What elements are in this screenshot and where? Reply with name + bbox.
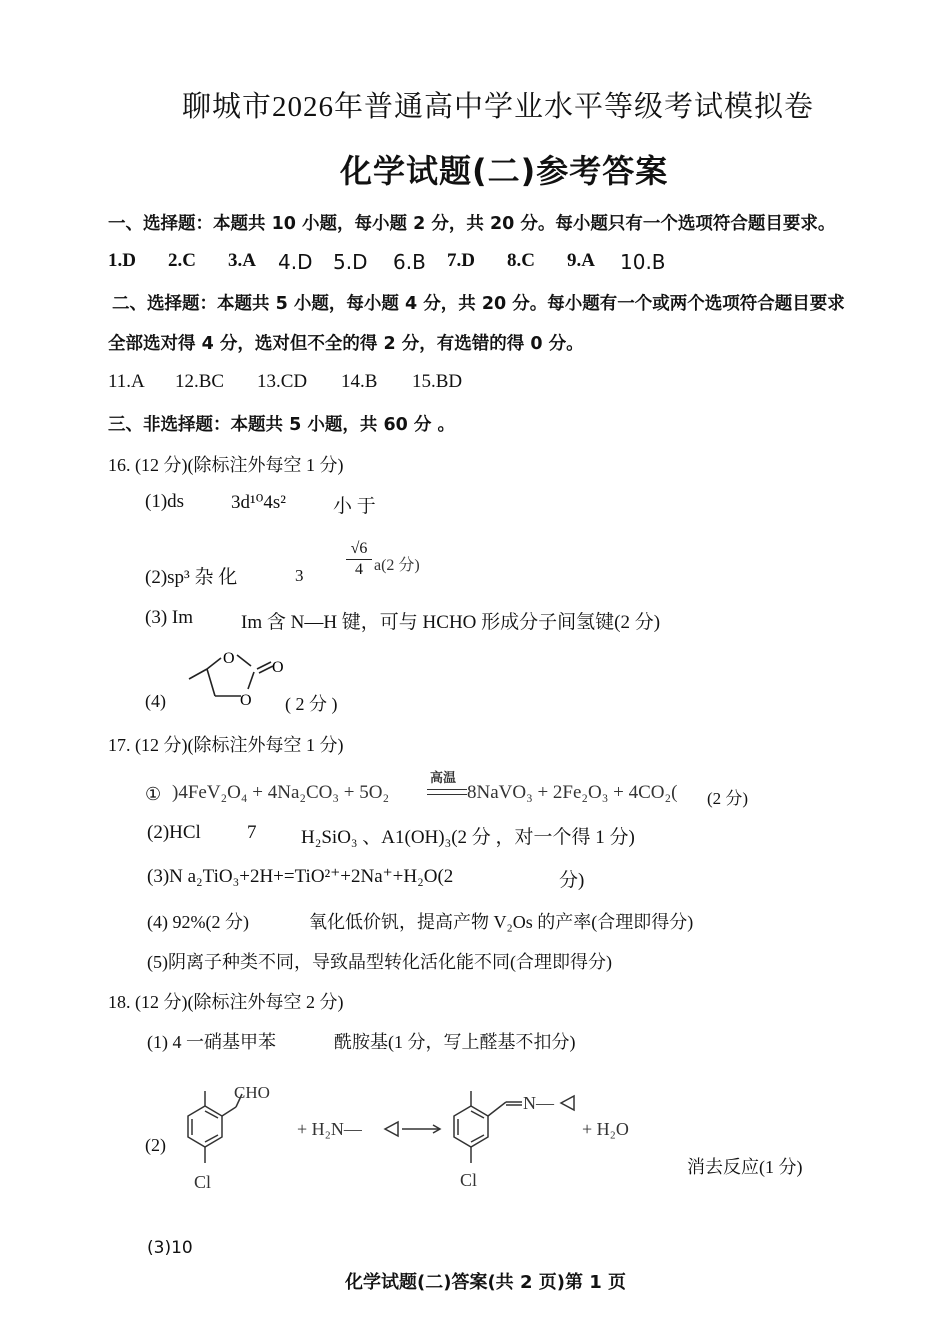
q18-p1-a: (1) 4 一硝基甲苯	[147, 1032, 276, 1052]
cyclopropyl-ring	[385, 1122, 398, 1136]
reaction-arrow	[402, 1125, 440, 1133]
byproduct-water: + H₂O	[582, 1119, 629, 1139]
answer-item: 7.D	[447, 250, 475, 271]
fraction-numerator: √6	[350, 540, 368, 557]
answer-item: 9.A	[567, 250, 595, 271]
q18-header: 18. (12 分)(除标注外每空 2 分)	[108, 992, 344, 1012]
exam-title: 聊城市2026年普通高中学业水平等级考试模拟卷	[182, 91, 815, 123]
q18-part3: (3)10	[147, 1238, 193, 1258]
answer-item: 11.A	[108, 371, 145, 392]
q16-p3-b: Im 含 N—H 键，可与 HCHO 形成分子间氢键(2 分)	[241, 612, 661, 633]
q16-p2-b: 3	[295, 566, 304, 585]
q17-header: 17. (12 分)(除标注外每空 1 分)	[108, 735, 344, 755]
q17-p1-products: 8NaVO₃ + 2Fe₂O₃ + 4CO₂(	[467, 782, 678, 803]
page-footer: 化学试题(二)答案(共 2 页)第 1 页	[345, 1272, 627, 1293]
answer-item: 4.D	[278, 250, 313, 274]
q16-formula-tail: a(2 分)	[374, 557, 420, 574]
answer-item: 12.BC	[175, 371, 225, 392]
answer-item: 6.B	[393, 250, 426, 274]
q17-p1-condition: 高温	[430, 771, 457, 786]
q18-p1-b: 酰胺基(1 分，写上醛基不扣分)	[334, 1032, 576, 1052]
atom-o1: O	[223, 650, 235, 667]
q17-p4-b: 氧化低价钒，提高产物 V₂Os 的产率(合理即得分)	[309, 912, 694, 932]
atom-o3: O	[272, 659, 284, 676]
fraction-denominator: 4	[355, 561, 363, 578]
q16-p1-b: 3d¹⁰4s²	[231, 492, 286, 513]
answer-item: 2.C	[168, 250, 196, 271]
q16-p4-score: ( 2 分 )	[285, 694, 338, 714]
answer-item: 15.BD	[412, 371, 463, 392]
q16-p1-a: (1)ds	[145, 491, 185, 512]
answer-item: 8.C	[507, 250, 535, 271]
section1-heading: 一、选择题：本题共 10 小题，每小题 2 分，共 20 分。每小题只有一个选项符合题目要求。	[108, 214, 836, 234]
q18-reaction-scheme	[170, 1085, 670, 1200]
answer-item: 10.B	[620, 250, 666, 274]
section2-heading-line1: 二、选择题：本题共 5 小题，每小题 4 分，共 20 分。每小题有一个或两个选项符合题目要求	[112, 294, 845, 314]
q16-p3-a: (3) Im	[145, 607, 194, 628]
q16-p1-c: 小 于	[333, 496, 376, 517]
q17-p3-a: (3)N a₂TiO₃+2H+=TiO²⁺+2Na⁺+H₂O(2	[147, 866, 454, 887]
answer-item: 5.D	[333, 250, 368, 274]
q17-p2-b: 7	[247, 822, 257, 843]
answer-item: 3.A	[228, 250, 256, 271]
product-ring	[454, 1091, 522, 1163]
product-imine: N—	[523, 1093, 554, 1113]
q18-reaction-type: 消去反应(1 分)	[687, 1157, 803, 1177]
q17-part5: (5)阴离子种类不同，导致晶型转化活化能不同(合理即得分)	[147, 952, 612, 972]
reactant-aldehyde: CHO	[234, 1085, 270, 1102]
q17-p2-c: H₂SiO₃ 、A1(OH)₃(2 分 ，对一个得 1 分)	[301, 827, 635, 848]
q17-p4-a: (4) 92%(2 分)	[147, 912, 249, 932]
product-chloro: Cl	[460, 1170, 478, 1190]
atom-o2: O	[240, 692, 252, 709]
answer-item: 13.CD	[257, 371, 308, 392]
q16-p4-label: (4)	[145, 691, 166, 711]
q17-p1-circle: ①	[145, 784, 162, 804]
q16-p2-a: (2)sp³ 杂 化	[145, 567, 238, 588]
q18-p2-label: (2)	[145, 1135, 166, 1155]
reagent-amine: + H₂N—	[297, 1119, 362, 1139]
answer-item: 1.D	[108, 250, 136, 271]
fraction-bar	[346, 559, 372, 560]
q17-p1-equation: )4FeV₂O₄ + 4Na₂CO₃ + 5O₂	[172, 782, 390, 803]
answer-item: 14.B	[341, 371, 378, 392]
cyclic-carbonate-structure	[185, 645, 295, 715]
reaction-equals-sign	[427, 789, 467, 795]
answer-title: 化学试题(二)参考答案	[340, 152, 669, 190]
reactant-chloro: Cl	[194, 1172, 212, 1192]
section2-heading-line2: 全部选对得 4 分，选对但不全的得 2 分，有选错的得 0 分。	[108, 334, 584, 354]
q17-p3-b: 分)	[559, 870, 585, 891]
section3-heading: 三、非选择题：本题共 5 小题，共 60 分 。	[108, 415, 455, 435]
q16-header: 16. (12 分)(除标注外每空 1 分)	[108, 455, 344, 475]
q17-p2-a: (2)HCl	[147, 822, 201, 843]
product-cyclopropyl-ring	[561, 1096, 574, 1110]
q17-p1-score: (2 分)	[707, 789, 749, 808]
q16-formula-fraction	[346, 540, 372, 579]
